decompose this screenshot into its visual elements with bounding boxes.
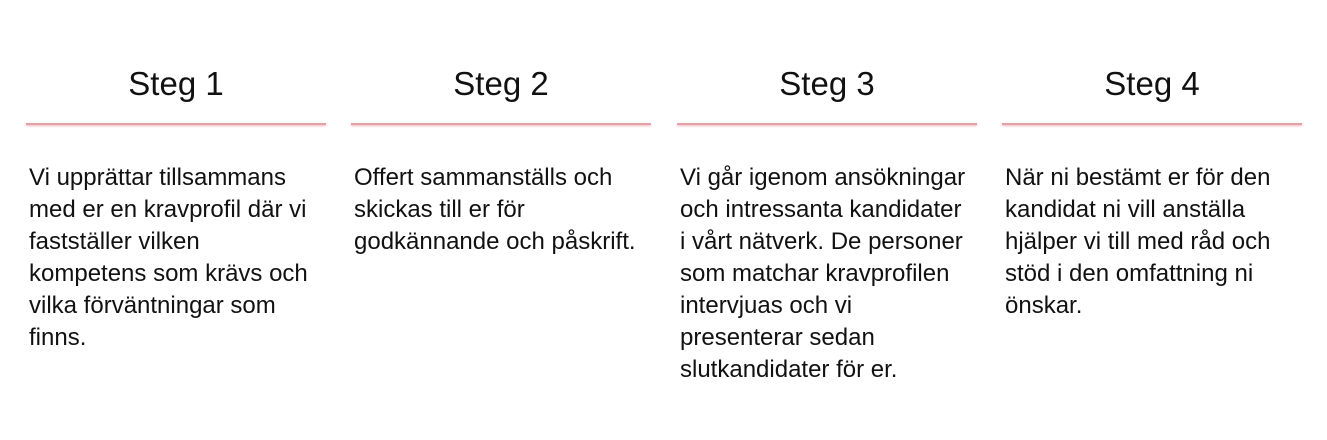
step-2-title: Steg 2 <box>453 65 549 102</box>
step-3-divider <box>677 123 977 125</box>
step-2-column <box>351 0 651 440</box>
step-2-description: Offert sammanställs och skickas till er för godkännande och påskrift. <box>354 164 636 255</box>
step-4-divider <box>1002 123 1302 125</box>
step-1-divider <box>26 123 326 125</box>
step-1-title: Steg 1 <box>128 65 224 102</box>
step-4-column <box>1002 0 1302 440</box>
step-3-title: Steg 3 <box>779 65 875 102</box>
step-3-description: Vi går igenom ansökningar och intressanta kandidater i vårt nätverk. De personer som matchar kravprofilen intervjuas och vi presenterar sedan slutkandidater för er. <box>680 164 966 383</box>
step-3-column <box>677 0 977 440</box>
step-1-description: Vi upprättar tillsammans med er en kravprofil där vi fastställer vilken kompetens som krävs och vilka förväntningar som finns. <box>29 164 308 351</box>
step-2-divider <box>351 123 651 125</box>
step-4-title: Steg 4 <box>1104 65 1200 102</box>
step-1-column <box>26 0 326 440</box>
step-4-description: När ni bestämt er för den kandidat ni vill anställa hjälper vi till med råd och stöd i den omfattning ni önskar. <box>1005 164 1271 319</box>
